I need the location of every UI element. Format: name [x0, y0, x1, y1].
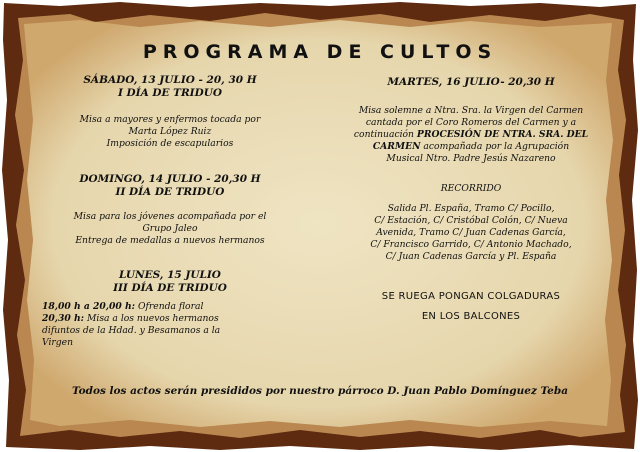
sunday-line: Entrega de medallas a nuevos hermanos [75, 235, 265, 246]
monday-section [42, 269, 292, 349]
procession-title: PROCESIÓN DE NTRA. SRA. DEL [416, 129, 589, 140]
monday-line: Virgen [42, 337, 74, 348]
recorrido-line: C/ Estación, C/ Cristóbal Colón, C/ Nueva [374, 215, 568, 226]
monday-time-2: 20,30 h: [42, 313, 85, 324]
tuesday-line [340, 141, 602, 153]
notice-line-1: SE RUEGA PONGAN COLGADURAS [381, 291, 561, 302]
monday-line: difuntos de la Hdad. y Besamanos a la [42, 325, 221, 336]
tuesday-line: Musical Ntro. Padre Jesús Nazareno [386, 153, 556, 164]
monday-line [42, 301, 292, 313]
tuesday-line [340, 129, 602, 141]
notice-line-2: EN LOS BALCONES [421, 311, 521, 322]
footer-note: Todos los actos serán presididos por nuestro párroco D. Juan Pablo Domínguez Teba [71, 385, 568, 397]
recorrido-line: C/ Francisco Garrido, C/ Antonio Machado, [370, 239, 572, 250]
right-column [340, 76, 602, 327]
saturday-heading: SÁBADO, 13 JULIO - 20, 30 H [83, 74, 257, 86]
tuesday-heading: MARTES, 16 JULIO- 20,30 H [387, 76, 555, 88]
monday-subheading: III DÍA DE TRIDUO [113, 282, 227, 294]
monday-heading: LUNES, 15 JULIO [119, 269, 221, 281]
sunday-line: Grupo Jaleo [142, 223, 198, 234]
saturday-line: Marta López Ruiz [128, 126, 212, 137]
saturday-line: Misa a mayores y enfermos tocada por [79, 114, 261, 125]
tuesday-section [340, 76, 602, 165]
page-title: PROGRAMA DE CULTOS [142, 41, 498, 63]
saturday-subheading: I DÍA DE TRIDUO [117, 87, 222, 99]
tuesday-line-3a: continuación [353, 129, 417, 140]
left-column [42, 74, 292, 349]
recorrido-heading: RECORRIDO [440, 183, 502, 194]
monday-time-1: 18,00 h a 20,00 h: [42, 301, 136, 312]
sunday-line: Misa para los jóvenes acompañada por el [73, 211, 267, 222]
recorrido-line: C/ Juan Cadenas García y Pl. España [385, 251, 557, 262]
procession-title-end: CARMEN [372, 141, 421, 152]
monday-text-2: Misa a los nuevos hermanos [86, 313, 219, 324]
tuesday-line: Misa solemne a Ntra. Sra. la Virgen del Carmen [358, 105, 584, 116]
saturday-line: Imposición de escapularios [106, 138, 234, 149]
sunday-subheading: II DÍA DE TRIDUO [115, 186, 225, 198]
recorrido-line: Avenida, Tramo C/ Juan Cadenas García, [376, 227, 566, 238]
tuesday-line-4b: acompañada por la Agrupación [420, 141, 570, 152]
sunday-section [48, 173, 292, 247]
notice [340, 287, 602, 327]
recorrido-line: Salida Pl. España, Tramo C/ Pocillo, [387, 203, 555, 214]
saturday-section [48, 74, 292, 150]
recorrido-section [340, 183, 602, 263]
monday-text-1: Ofrenda floral [137, 301, 204, 312]
sunday-heading: DOMINGO, 14 JULIO - 20,30 H [79, 173, 261, 185]
monday-line [42, 313, 292, 325]
tuesday-line: cantada por el Coro Romeros del Carmen y a [365, 117, 577, 128]
